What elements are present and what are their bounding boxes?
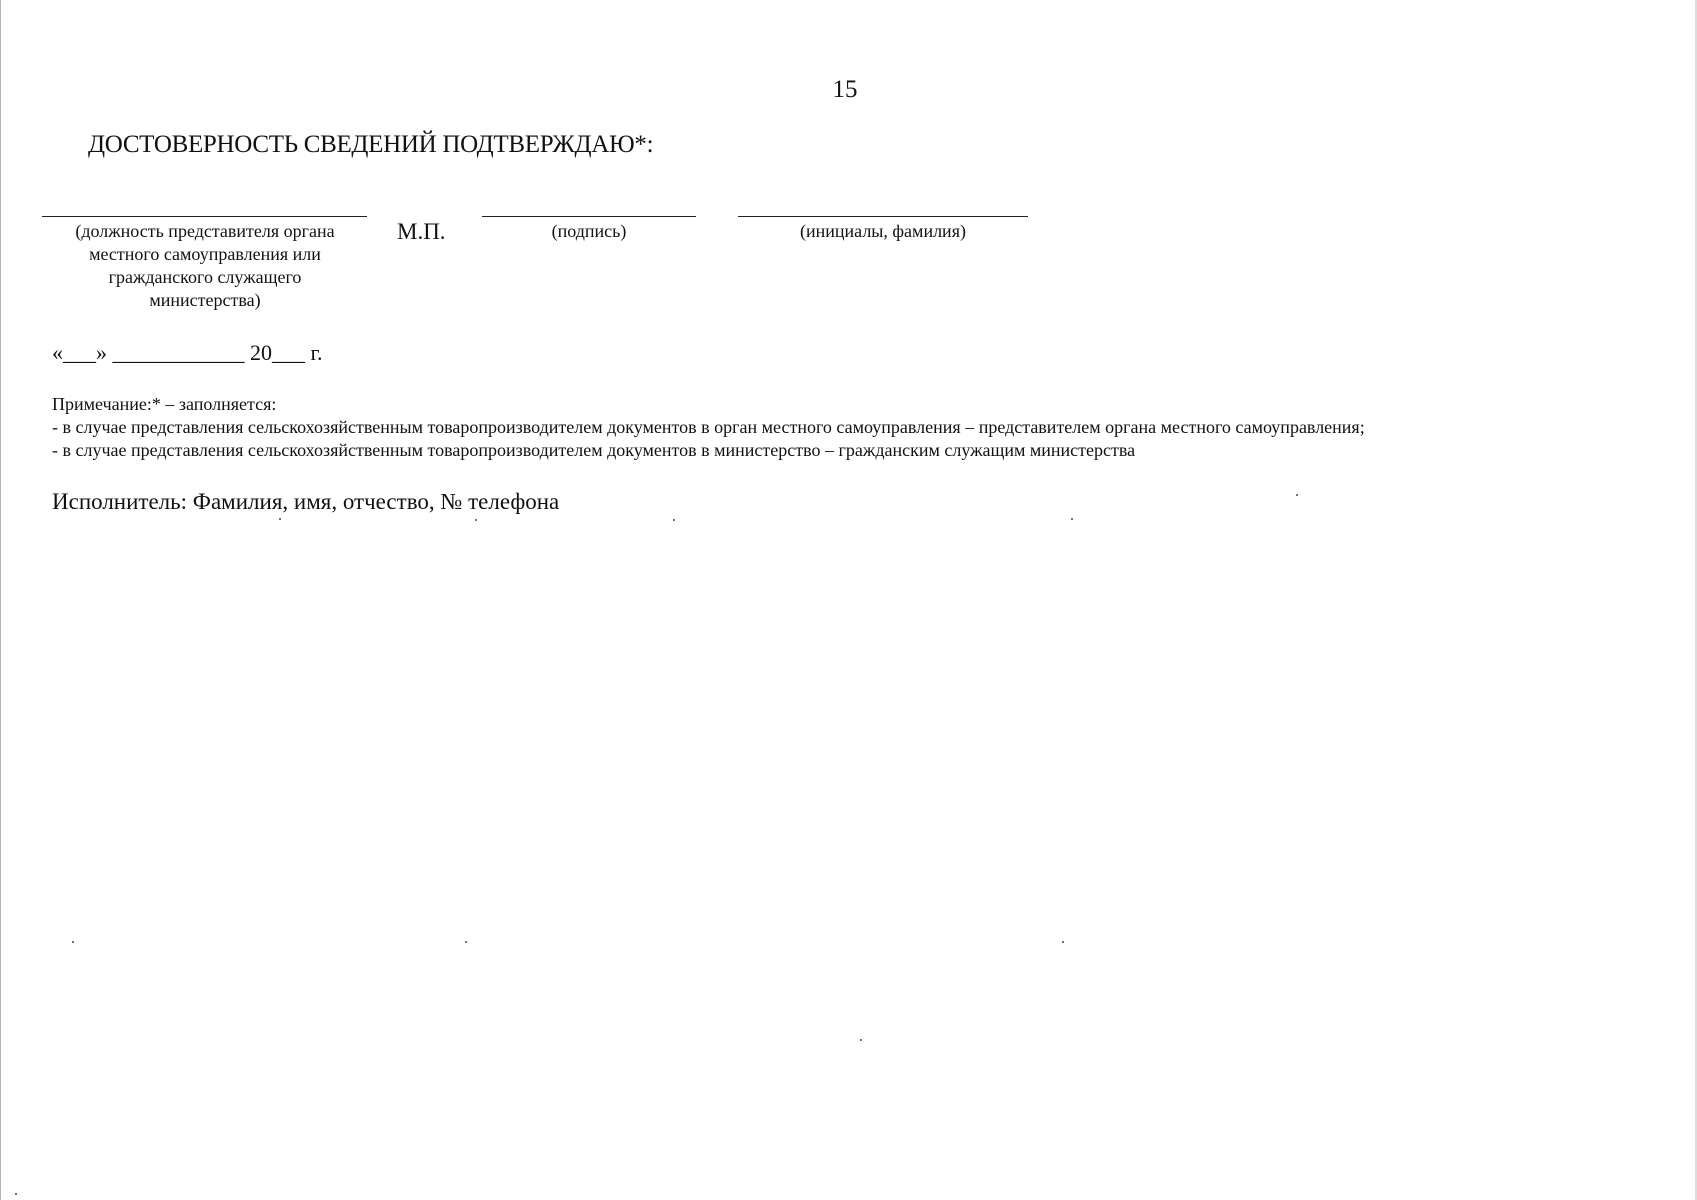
scan-speck (465, 941, 467, 943)
scan-speck (860, 1039, 862, 1041)
scan-speck (475, 519, 477, 521)
position-signature-line (42, 216, 367, 217)
scan-speck (15, 1193, 17, 1195)
position-caption-line: местного самоуправления или (89, 244, 321, 264)
stamp-label: М.П. (397, 219, 446, 244)
position-caption-line: гражданского служащего (108, 267, 302, 287)
note-block (52, 393, 1365, 462)
scan-speck (72, 941, 74, 943)
page-number: 15 (832, 76, 858, 103)
scan-speck (279, 518, 281, 520)
scan-speck (1296, 494, 1298, 496)
position-caption-line: министерства) (149, 290, 261, 310)
note-item: - в случае представления сельскохозяйственным товаропроизводителем документов в министерство – гражданским служащим министерства (52, 440, 1136, 460)
scan-speck (1071, 518, 1073, 520)
executor-line: Исполнитель: Фамилия, имя, отчество, № телефона (52, 489, 560, 514)
scan-speck (673, 519, 675, 521)
position-caption (44, 220, 366, 312)
name-caption: (инициалы, фамилия) (800, 221, 966, 241)
date-line: «___» ____________ 20___ г. (52, 340, 323, 365)
page-edge-left (0, 0, 1, 1200)
note-item: - в случае представления сельскохозяйственным товаропроизводителем документов в орган местного самоуправления – представителем органа местного самоуправления; (52, 417, 1365, 437)
position-caption-line: (должность представителя органа (75, 221, 335, 241)
scan-speck (1062, 941, 1064, 943)
note-title: Примечание:* – заполняется: (52, 394, 277, 414)
signature-line (482, 216, 696, 217)
name-signature-line (738, 216, 1028, 217)
page-heading: ДОСТОВЕРНОСТЬ СВЕДЕНИЙ ПОДТВЕРЖДАЮ*: (88, 131, 654, 158)
signature-caption: (подпись) (551, 221, 627, 241)
